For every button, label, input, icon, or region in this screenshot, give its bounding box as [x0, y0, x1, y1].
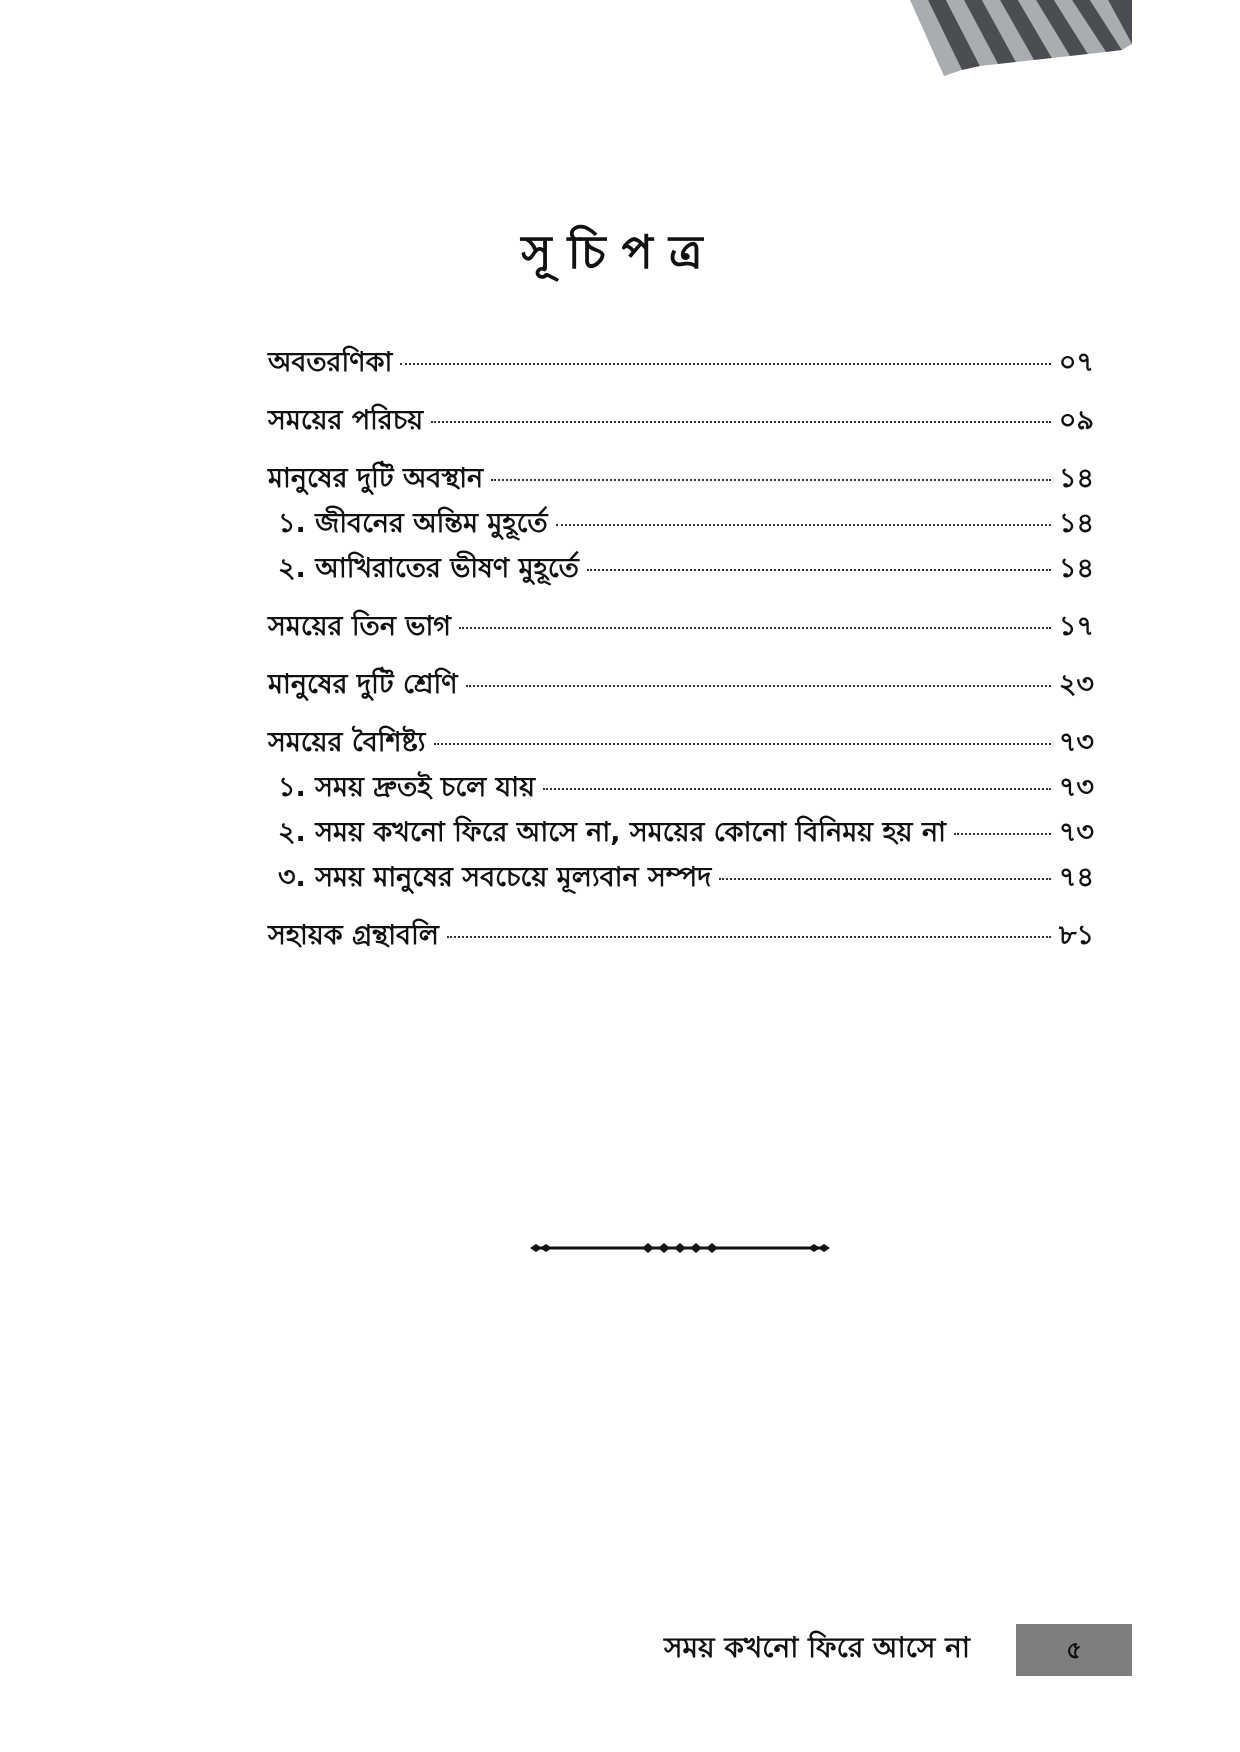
toc-subentry-page: ৭৩	[1058, 817, 1094, 848]
toc-entry[interactable]	[268, 340, 1094, 385]
toc-subentry[interactable]	[268, 546, 1094, 591]
toc-leader-dots	[459, 627, 1051, 629]
toc-leader-dots	[434, 743, 1051, 745]
toc-subentry[interactable]	[268, 501, 1094, 546]
toc-entry-page: ০৭	[1058, 347, 1094, 378]
toc-entry-page: ০৯	[1058, 405, 1094, 436]
toc-subentry-page: ৭৪	[1058, 862, 1094, 893]
toc-leader-dots	[556, 524, 1051, 526]
toc-entry[interactable]	[268, 398, 1094, 443]
toc-subentry-page: ১৪	[1058, 508, 1094, 539]
toc-entry-label: সময়ের বৈশিষ্ট্য	[268, 727, 426, 758]
toc-entry[interactable]	[268, 662, 1094, 707]
toc-leader-dots	[400, 363, 1051, 365]
toc-leader-dots	[447, 936, 1051, 938]
ornament-divider	[530, 1236, 830, 1260]
toc-entry[interactable]	[268, 456, 1094, 501]
toc-entry-label: সময়ের পরিচয়	[268, 405, 424, 436]
toc-entry-page: ১৭	[1058, 611, 1094, 642]
toc-subentry-page: ১৪	[1058, 553, 1094, 584]
toc-entry-page: ৭৩	[1058, 727, 1094, 758]
page-title: সূচিপত্র	[521, 225, 719, 279]
page-number: ৫	[1066, 1636, 1082, 1664]
toc-subentry-label: ১. সময় দ্রুতই চলে যায়	[278, 772, 535, 803]
toc-subentry-page: ৭৩	[1058, 772, 1094, 803]
corner-stripes-decoration	[910, 0, 1132, 76]
toc-leader-dots	[719, 878, 1051, 880]
toc-entry-label: সহায়ক গ্রন্থাবলি	[268, 920, 439, 951]
toc-subentry-label: ২. সময় কখনো ফিরে আসে না, সময়ের কোনো বিনিময় হয় না	[278, 817, 946, 848]
toc-leader-dots	[543, 788, 1051, 790]
toc-entry-page: ১৪	[1058, 463, 1094, 494]
toc-leader-dots	[587, 569, 1051, 571]
toc-entry[interactable]	[268, 720, 1094, 765]
toc-entry[interactable]	[268, 604, 1094, 649]
footer-book-title: সময় কখনো ফিরে আসে না	[664, 1631, 970, 1664]
toc-subentry[interactable]	[268, 810, 1094, 855]
toc-leader-dots	[954, 833, 1051, 835]
toc-leader-dots	[431, 421, 1051, 423]
toc-entry-label: সময়ের তিন ভাগ	[268, 611, 451, 642]
toc-entry-label: অবতরণিকা	[268, 347, 393, 378]
toc-entry-page: ৮১	[1058, 920, 1094, 951]
toc-subentry[interactable]	[268, 765, 1094, 810]
toc-entry-label: মানুষের দুটি অবস্থান	[268, 463, 484, 494]
toc-leader-dots	[466, 685, 1051, 687]
toc-subentry-label: ১. জীবনের অন্তিম মুহূর্তে	[278, 508, 548, 539]
toc-subentry[interactable]	[268, 855, 1094, 900]
toc-leader-dots	[491, 479, 1051, 481]
table-of-contents	[268, 340, 1094, 958]
toc-subentry-label: ২. আখিরাতের ভীষণ মুহূর্তে	[278, 553, 579, 584]
toc-entry[interactable]	[268, 913, 1094, 958]
toc-subentry-label: ৩. সময় মানুষের সবচেয়ে মূল্যবান সম্পদ	[278, 862, 712, 893]
toc-entry-label: মানুষের দুটি শ্রেণি	[268, 669, 458, 700]
toc-entry-page: ২৩	[1058, 669, 1094, 700]
